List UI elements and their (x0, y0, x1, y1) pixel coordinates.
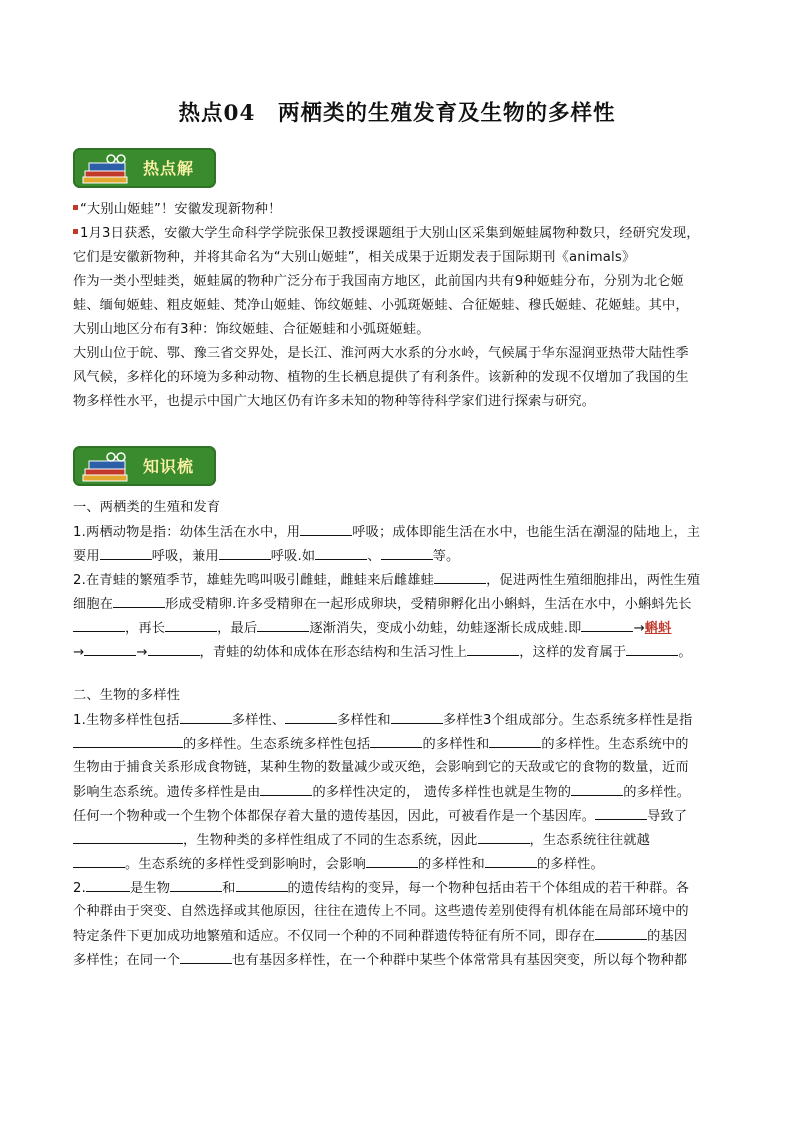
intro-paragraph-line: 它们是安徽新物种，并将其命名为“大别山姬蛙”，相关成果于近期发表于国际期刊《animals》 (73, 250, 636, 265)
answer-blank[interactable] (180, 948, 232, 964)
answer-blank[interactable] (366, 852, 418, 868)
answer-blank[interactable] (165, 616, 217, 632)
hotspot-badge-label: 热点解 (143, 159, 195, 178)
intro-paragraph-line: 物多样性水平，也提示中国广大地区仍有许多未知的物种等待科学家们进行探索与研究。 (73, 394, 596, 409)
answer-blank[interactable] (86, 876, 130, 892)
answer-blank[interactable] (300, 520, 352, 536)
answer-blank[interactable] (73, 616, 125, 632)
section-heading: 二、生物的多样性 (73, 688, 181, 703)
intro-paragraph-line: 大别山地区分布有3种：饰纹姬蛙、合征姬蛙和小弧斑姬蛙。 (73, 322, 430, 337)
answer-blank[interactable] (595, 804, 647, 820)
section-reproduction: 一、两栖类的生殖和发育 1.两栖动物是指：幼体生活在水中，用 呼吸；成体即能生活在水中，也能生活在潮湿的陆地上，主 要用 呼吸，兼用 呼吸.如 、 等。 2.在青蛙的繁殖季节，雄蛙先鸣叫吸引雌蛙，雌蛙来后雌雄蛙 ，促进两性生殖细胞排出，两性生殖 细胞在 形成受精卵.许多受精卵在一起形成卵块，受精卵孵化出小蝌蚪，生活在水中，小蝌蚪先长 ，再长 ，最后 逐渐消失，变成小幼蛙，幼蛙逐渐长成成蛙.即 →蝌蚪 → → ，青蛙的幼体和成体在形态结构和生活习性上 ，这样的发育属于 。 (73, 496, 723, 664)
answer-blank[interactable] (236, 876, 288, 892)
answer-blank[interactable] (73, 732, 183, 748)
answer-blank[interactable] (315, 544, 367, 560)
answer-blank[interactable] (257, 616, 309, 632)
answer-blank[interactable] (113, 592, 165, 608)
answer-blank[interactable] (571, 780, 623, 796)
intro-paragraph-line: 大别山位于皖、鄂、豫三省交界处，是长江、淮河两大水系的分水岭，气候属于华东湿润亚热带大陆性季 (73, 346, 689, 361)
intro-headline: “大别山姬蛙”！安徽发现新物种！ (73, 198, 723, 222)
answer-blank[interactable] (84, 640, 136, 656)
answer-blank[interactable] (581, 616, 633, 632)
answer-blank[interactable] (73, 828, 183, 844)
section-biodiversity: 二、生物的多样性 1.生物多样性包括 多样性、 多样性和 多样性3个组成部分。生态系统多样性是指 的多样性。生态系统多样性包括 的多样性和 的多样性。生态系统中的 生物由于捕食关系形成食物链，某种生物的数量减少或灭绝，会影响到它的天敌或它的食物的数量，近而 影响生态系统。遗传多样性是由 的多样性决定的， 遗传多样性也就是生物的 的多样性。 任何一个物种或一个生物个体都保存着大量的遗传基因，因此，可被看作是一个基因库。 导致了 ，生物种类的多样性组成了不同的生态系统，因此 ，生态系统往往就越 。生态系统的多样性受到影响时，会影响 的多样性和 的多样性。 2. 是生物 和 的遗传结构的变异，每一个物种包括由若干个体组成的若干种群。各 个种群由于突变、自然选择或其他原因，往往在遗传上不同。这些遗传差别使得有机体能在局部环境中的 特定条件下更加成功地繁殖和适应。不仅同一个种的不同种群遗传特征有所不同，即存在 的基因 多样性；在同一个 也有基因多样性，在一个种群中某些个体常常具有基因突变，所以每个物种都 (73, 684, 723, 972)
answer-blank[interactable] (489, 732, 541, 748)
intro-paragraph-line: 1月3日获悉，安徽大学生命科学学院张保卫教授课题组于大别山区采集到姬蛙属物种数只，经研究发现， (73, 222, 723, 246)
intro-paragraph-line: 作为一类小型蛙类，姬蛙属的物种广泛分布于我国南方地区，此前国内共有9种姬蛙分布，分别为北仑姬 (73, 274, 685, 289)
answer-blank[interactable] (285, 708, 337, 724)
answer-blank[interactable] (219, 544, 271, 560)
bullet-icon (73, 205, 78, 210)
page-title: 热点04 两栖类的生殖发育及生物的多样性 (178, 101, 616, 126)
books-icon (81, 449, 131, 483)
answer-blank[interactable] (381, 544, 433, 560)
answer-blank[interactable] (626, 640, 678, 656)
answer-blank[interactable] (180, 708, 232, 724)
answer-blank[interactable] (370, 732, 422, 748)
section-heading: 一、两栖类的生殖和发育 (73, 500, 221, 515)
knowledge-badge (73, 446, 216, 486)
answer-blank[interactable] (434, 568, 486, 584)
hotspot-badge (73, 148, 216, 188)
knowledge-badge-label: 知识梳 (143, 457, 195, 476)
answer-blank[interactable] (478, 828, 530, 844)
answer-blank[interactable] (485, 852, 537, 868)
intro-paragraph-line: 风气候，多样化的环境为多种动物、植物的生长栖息提供了有利条件。该新种的发现不仅增加了我国的生 (73, 370, 689, 385)
bullet-icon (73, 229, 78, 234)
tadpole-highlight: 蝌蚪 (644, 621, 672, 636)
intro-section (73, 198, 723, 414)
books-icon (81, 151, 131, 185)
answer-blank[interactable] (73, 852, 125, 868)
intro-paragraph-line: 蛙、缅甸姬蛙、粗皮姬蛙、梵净山姬蛙、饰纹姬蛙、小弧斑姬蛙、合征姬蛙、穆氏姬蛙、花姬蛙。其中， (73, 298, 689, 313)
answer-blank[interactable] (260, 780, 312, 796)
answer-blank[interactable] (170, 876, 222, 892)
answer-blank[interactable] (391, 708, 443, 724)
answer-blank[interactable] (148, 640, 200, 656)
answer-blank[interactable] (100, 544, 152, 560)
answer-blank[interactable] (595, 924, 647, 940)
answer-blank[interactable] (467, 640, 519, 656)
